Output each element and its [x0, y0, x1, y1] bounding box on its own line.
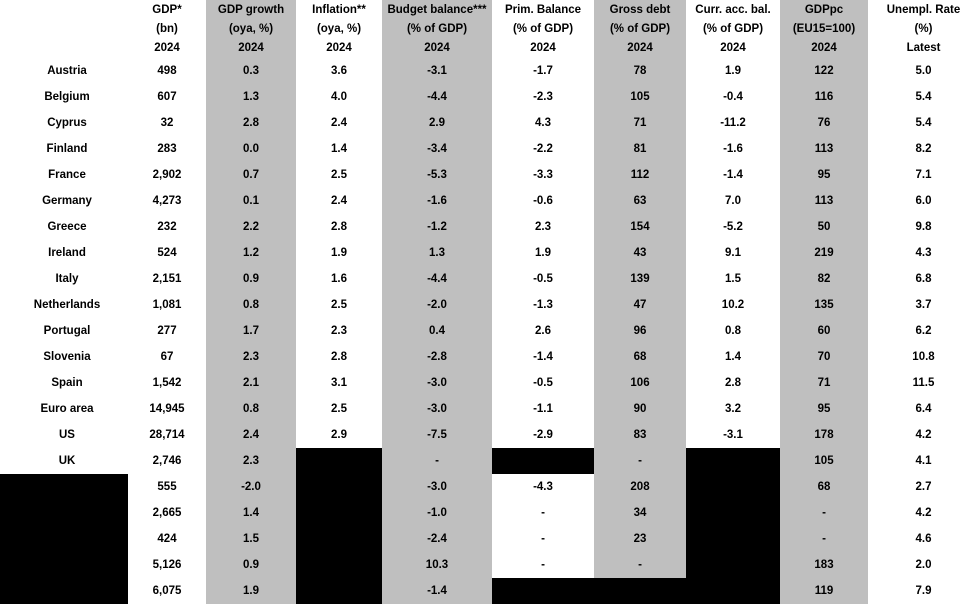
cell-prim_balance: -0.5: [492, 370, 594, 396]
cell-gdppc: 113: [780, 136, 868, 162]
cell-gdp_growth: 2.8: [206, 110, 296, 136]
column-title-budget_balance: Budget balance***: [382, 0, 492, 20]
cell-gross_debt: -: [594, 448, 686, 474]
cell-inflation: 2.4: [296, 188, 382, 214]
cell-gdp_growth: 0.1: [206, 188, 296, 214]
cell-prim_balance: -2.3: [492, 84, 594, 110]
cell-inflation: [296, 526, 382, 552]
cell-unemp: 9.8: [868, 214, 979, 240]
table-row: [0, 318, 979, 344]
cell-gdp: 524: [128, 240, 206, 266]
column-unit-inflation: (oya, %): [296, 20, 382, 39]
cell-prim_balance: 2.6: [492, 318, 594, 344]
cell-inflation: 2.3: [296, 318, 382, 344]
row-country-name: Netherlands: [0, 292, 128, 318]
cell-budget_balance: -2.8: [382, 344, 492, 370]
column-period-budget_balance: 2024: [382, 39, 492, 58]
column-title-unemp: Unempl. Rate: [868, 0, 979, 20]
table-row: [0, 214, 979, 240]
cell-curr_acc: 1.9: [686, 58, 780, 84]
row-country-name: UK: [0, 448, 128, 474]
column-period-gdppc: 2024: [780, 39, 868, 58]
column-unit-gdp: (bn): [128, 20, 206, 39]
cell-prim_balance: [492, 448, 594, 474]
cell-gdppc: 105: [780, 448, 868, 474]
column-title-gross_debt: Gross debt: [594, 0, 686, 20]
cell-gdp_growth: 2.1: [206, 370, 296, 396]
cell-gdp: 232: [128, 214, 206, 240]
cell-gdp_growth: 2.4: [206, 422, 296, 448]
cell-inflation: [296, 448, 382, 474]
cell-gross_debt: 90: [594, 396, 686, 422]
row-country-name: [0, 552, 128, 578]
column-title-curr_acc: Curr. acc. bal.: [686, 0, 780, 20]
cell-prim_balance: 2.3: [492, 214, 594, 240]
cell-curr_acc: 1.5: [686, 266, 780, 292]
table-row: [0, 552, 979, 578]
column-title-gdppc: GDPpc: [780, 0, 868, 20]
header-row-units: [0, 20, 979, 39]
cell-gdp: 424: [128, 526, 206, 552]
cell-gdp_growth: -2.0: [206, 474, 296, 500]
cell-budget_balance: -3.0: [382, 370, 492, 396]
cell-prim_balance: -2.2: [492, 136, 594, 162]
cell-gdppc: 95: [780, 396, 868, 422]
table-row: [0, 266, 979, 292]
cell-unemp: 6.8: [868, 266, 979, 292]
cell-gdp_growth: 1.9: [206, 578, 296, 604]
cell-unemp: 8.2: [868, 136, 979, 162]
cell-gross_debt: 139: [594, 266, 686, 292]
cell-inflation: [296, 474, 382, 500]
cell-gdp_growth: 0.0: [206, 136, 296, 162]
cell-gdp: 1,542: [128, 370, 206, 396]
table-header: [0, 0, 979, 58]
cell-curr_acc: 7.0: [686, 188, 780, 214]
cell-gdppc: 76: [780, 110, 868, 136]
cell-budget_balance: 10.3: [382, 552, 492, 578]
cell-gdp_growth: 0.7: [206, 162, 296, 188]
cell-prim_balance: -: [492, 552, 594, 578]
cell-gross_debt: -: [594, 552, 686, 578]
row-country-name: Euro area: [0, 396, 128, 422]
cell-inflation: [296, 500, 382, 526]
cell-gross_debt: 78: [594, 58, 686, 84]
cell-curr_acc: [686, 578, 780, 604]
cell-inflation: 2.4: [296, 110, 382, 136]
cell-prim_balance: -1.1: [492, 396, 594, 422]
table-row: [0, 578, 979, 604]
cell-gross_debt: 96: [594, 318, 686, 344]
table-row: [0, 474, 979, 500]
cell-unemp: 4.1: [868, 448, 979, 474]
cell-gdp: 32: [128, 110, 206, 136]
cell-unemp: 3.7: [868, 292, 979, 318]
cell-gdppc: 183: [780, 552, 868, 578]
column-unit-unemp: (%): [868, 20, 979, 39]
cell-prim_balance: -: [492, 500, 594, 526]
cell-prim_balance: 4.3: [492, 110, 594, 136]
cell-budget_balance: 0.4: [382, 318, 492, 344]
cell-prim_balance: -3.3: [492, 162, 594, 188]
cell-curr_acc: 2.8: [686, 370, 780, 396]
cell-curr_acc: -11.2: [686, 110, 780, 136]
cell-gdp_growth: 1.3: [206, 84, 296, 110]
cell-unemp: 10.8: [868, 344, 979, 370]
row-country-name: Germany: [0, 188, 128, 214]
row-country-name: [0, 526, 128, 552]
cell-inflation: 2.5: [296, 162, 382, 188]
column-unit-gdppc: (EU15=100): [780, 20, 868, 39]
column-period-unemp: Latest: [868, 39, 979, 58]
table-row: [0, 188, 979, 214]
cell-unemp: 7.1: [868, 162, 979, 188]
cell-prim_balance: [492, 578, 594, 604]
cell-gross_debt: 47: [594, 292, 686, 318]
cell-curr_acc: -1.6: [686, 136, 780, 162]
cell-gdp_growth: 1.2: [206, 240, 296, 266]
cell-gdp: 283: [128, 136, 206, 162]
cell-gdppc: 122: [780, 58, 868, 84]
cell-gdp: 28,714: [128, 422, 206, 448]
cell-prim_balance: -0.6: [492, 188, 594, 214]
cell-gdp: 607: [128, 84, 206, 110]
cell-gross_debt: 68: [594, 344, 686, 370]
cell-prim_balance: -4.3: [492, 474, 594, 500]
cell-gdppc: 50: [780, 214, 868, 240]
cell-gdp_growth: 2.2: [206, 214, 296, 240]
cell-curr_acc: [686, 526, 780, 552]
cell-curr_acc: 9.1: [686, 240, 780, 266]
cell-gdp: 2,902: [128, 162, 206, 188]
cell-inflation: 2.8: [296, 214, 382, 240]
row-country-name: France: [0, 162, 128, 188]
cell-budget_balance: -1.0: [382, 500, 492, 526]
row-country-name: Belgium: [0, 84, 128, 110]
table-row: [0, 110, 979, 136]
cell-budget_balance: -4.4: [382, 84, 492, 110]
row-country-name: Greece: [0, 214, 128, 240]
column-period-prim_balance: 2024: [492, 39, 594, 58]
cell-gdp: 67: [128, 344, 206, 370]
cell-budget_balance: -3.0: [382, 396, 492, 422]
cell-inflation: 2.5: [296, 292, 382, 318]
cell-unemp: 6.0: [868, 188, 979, 214]
cell-gdp_growth: 0.9: [206, 266, 296, 292]
row-country-name: [0, 500, 128, 526]
cell-gdp_growth: 0.8: [206, 396, 296, 422]
cell-unemp: 6.2: [868, 318, 979, 344]
cell-prim_balance: 1.9: [492, 240, 594, 266]
cell-gdp_growth: 1.5: [206, 526, 296, 552]
row-country-name: [0, 474, 128, 500]
cell-gdppc: 135: [780, 292, 868, 318]
cell-gdp: 5,126: [128, 552, 206, 578]
cell-gdppc: 116: [780, 84, 868, 110]
row-country-name: Portugal: [0, 318, 128, 344]
cell-gross_debt: 112: [594, 162, 686, 188]
cell-prim_balance: -1.7: [492, 58, 594, 84]
row-country-name: Italy: [0, 266, 128, 292]
cell-gdp: 2,151: [128, 266, 206, 292]
cell-budget_balance: -1.2: [382, 214, 492, 240]
cell-gross_debt: 71: [594, 110, 686, 136]
cell-gdp: 2,746: [128, 448, 206, 474]
cell-gdp: 555: [128, 474, 206, 500]
cell-gdp_growth: 0.8: [206, 292, 296, 318]
table-row: [0, 422, 979, 448]
cell-curr_acc: [686, 448, 780, 474]
cell-gross_debt: 63: [594, 188, 686, 214]
cell-gdppc: 82: [780, 266, 868, 292]
cell-gdp_growth: 2.3: [206, 448, 296, 474]
cell-inflation: [296, 552, 382, 578]
table-row: [0, 84, 979, 110]
cell-gross_debt: 208: [594, 474, 686, 500]
cell-budget_balance: -2.4: [382, 526, 492, 552]
column-unit-curr_acc: (% of GDP): [686, 20, 780, 39]
cell-gross_debt: 81: [594, 136, 686, 162]
cell-curr_acc: -0.4: [686, 84, 780, 110]
cell-gdppc: 219: [780, 240, 868, 266]
table-row: [0, 162, 979, 188]
table-row: [0, 58, 979, 84]
column-unit-prim_balance: (% of GDP): [492, 20, 594, 39]
cell-budget_balance: -2.0: [382, 292, 492, 318]
table-row: [0, 500, 979, 526]
cell-gdppc: -: [780, 526, 868, 552]
cell-budget_balance: -7.5: [382, 422, 492, 448]
cell-gdppc: 70: [780, 344, 868, 370]
row-country-name: Spain: [0, 370, 128, 396]
cell-inflation: 2.9: [296, 422, 382, 448]
row-country-name: Ireland: [0, 240, 128, 266]
cell-unemp: 4.3: [868, 240, 979, 266]
table-body: [0, 58, 979, 604]
cell-gdp: 4,273: [128, 188, 206, 214]
cell-inflation: 3.1: [296, 370, 382, 396]
column-period-curr_acc: 2024: [686, 39, 780, 58]
table-row: [0, 292, 979, 318]
table-row: [0, 136, 979, 162]
cell-inflation: 1.4: [296, 136, 382, 162]
table-row: [0, 526, 979, 552]
row-country-name: Cyprus: [0, 110, 128, 136]
cell-gross_debt: 23: [594, 526, 686, 552]
column-title-gdp_growth: GDP growth: [206, 0, 296, 20]
cell-curr_acc: 10.2: [686, 292, 780, 318]
cell-unemp: 2.7: [868, 474, 979, 500]
table-row: [0, 448, 979, 474]
row-country-name: Finland: [0, 136, 128, 162]
cell-inflation: 3.6: [296, 58, 382, 84]
column-period-inflation: 2024: [296, 39, 382, 58]
header-row-titles: [0, 0, 979, 20]
table-row: [0, 396, 979, 422]
column-unit-gross_debt: (% of GDP): [594, 20, 686, 39]
cell-gdp_growth: 0.9: [206, 552, 296, 578]
cell-unemp: 5.0: [868, 58, 979, 84]
cell-gdppc: 68: [780, 474, 868, 500]
cell-prim_balance: -0.5: [492, 266, 594, 292]
column-title-prim_balance: Prim. Balance: [492, 0, 594, 20]
cell-gdp_growth: 1.7: [206, 318, 296, 344]
column-period-gdp: 2024: [128, 39, 206, 58]
cell-unemp: 6.4: [868, 396, 979, 422]
cell-inflation: 1.6: [296, 266, 382, 292]
cell-gross_debt: 106: [594, 370, 686, 396]
cell-curr_acc: -3.1: [686, 422, 780, 448]
cell-curr_acc: [686, 474, 780, 500]
cell-inflation: [296, 578, 382, 604]
cell-budget_balance: -: [382, 448, 492, 474]
cell-curr_acc: 3.2: [686, 396, 780, 422]
cell-gdp: 498: [128, 58, 206, 84]
column-unit-country: [0, 20, 128, 39]
cell-budget_balance: -3.1: [382, 58, 492, 84]
column-period-country: [0, 39, 128, 58]
table-row: [0, 344, 979, 370]
cell-gdppc: 178: [780, 422, 868, 448]
cell-inflation: 2.5: [296, 396, 382, 422]
cell-budget_balance: -1.6: [382, 188, 492, 214]
header-row-period: [0, 39, 979, 58]
cell-curr_acc: 0.8: [686, 318, 780, 344]
table-row: [0, 370, 979, 396]
cell-unemp: 5.4: [868, 84, 979, 110]
table-row: [0, 240, 979, 266]
cell-gross_debt: 154: [594, 214, 686, 240]
cell-gdppc: 95: [780, 162, 868, 188]
cell-gdppc: 71: [780, 370, 868, 396]
cell-unemp: 2.0: [868, 552, 979, 578]
cell-curr_acc: 1.4: [686, 344, 780, 370]
cell-prim_balance: -: [492, 526, 594, 552]
cell-budget_balance: -3.0: [382, 474, 492, 500]
cell-curr_acc: -5.2: [686, 214, 780, 240]
column-title-inflation: Inflation**: [296, 0, 382, 20]
cell-gdp_growth: 0.3: [206, 58, 296, 84]
cell-gdp_growth: 1.4: [206, 500, 296, 526]
row-country-name: Austria: [0, 58, 128, 84]
cell-gdppc: -: [780, 500, 868, 526]
cell-inflation: 2.8: [296, 344, 382, 370]
cell-budget_balance: 2.9: [382, 110, 492, 136]
cell-inflation: 4.0: [296, 84, 382, 110]
cell-budget_balance: -3.4: [382, 136, 492, 162]
cell-prim_balance: -1.4: [492, 344, 594, 370]
column-title-country: [0, 0, 128, 20]
cell-gdp: 6,075: [128, 578, 206, 604]
cell-prim_balance: -1.3: [492, 292, 594, 318]
row-country-name: [0, 578, 128, 604]
cell-gdppc: 119: [780, 578, 868, 604]
cell-gross_debt: 43: [594, 240, 686, 266]
row-country-name: Slovenia: [0, 344, 128, 370]
column-title-gdp: GDP*: [128, 0, 206, 20]
cell-curr_acc: [686, 552, 780, 578]
cell-gross_debt: 83: [594, 422, 686, 448]
cell-gdp_growth: 2.3: [206, 344, 296, 370]
cell-gross_debt: [594, 578, 686, 604]
cell-inflation: 1.9: [296, 240, 382, 266]
cell-gdp: 2,665: [128, 500, 206, 526]
cell-budget_balance: -5.3: [382, 162, 492, 188]
cell-unemp: 4.2: [868, 500, 979, 526]
cell-curr_acc: -1.4: [686, 162, 780, 188]
cell-unemp: 5.4: [868, 110, 979, 136]
cell-gdppc: 113: [780, 188, 868, 214]
row-country-name: US: [0, 422, 128, 448]
column-period-gross_debt: 2024: [594, 39, 686, 58]
cell-budget_balance: -4.4: [382, 266, 492, 292]
cell-budget_balance: 1.3: [382, 240, 492, 266]
cell-unemp: 11.5: [868, 370, 979, 396]
column-unit-budget_balance: (% of GDP): [382, 20, 492, 39]
cell-unemp: 7.9: [868, 578, 979, 604]
cell-unemp: 4.2: [868, 422, 979, 448]
cell-gdp: 14,945: [128, 396, 206, 422]
cell-gdppc: 60: [780, 318, 868, 344]
cell-gross_debt: 105: [594, 84, 686, 110]
cell-prim_balance: -2.9: [492, 422, 594, 448]
cell-unemp: 4.6: [868, 526, 979, 552]
cell-gross_debt: 34: [594, 500, 686, 526]
cell-gdp: 1,081: [128, 292, 206, 318]
cell-gdp: 277: [128, 318, 206, 344]
cell-budget_balance: -1.4: [382, 578, 492, 604]
column-period-gdp_growth: 2024: [206, 39, 296, 58]
column-unit-gdp_growth: (oya, %): [206, 20, 296, 39]
cell-curr_acc: [686, 500, 780, 526]
